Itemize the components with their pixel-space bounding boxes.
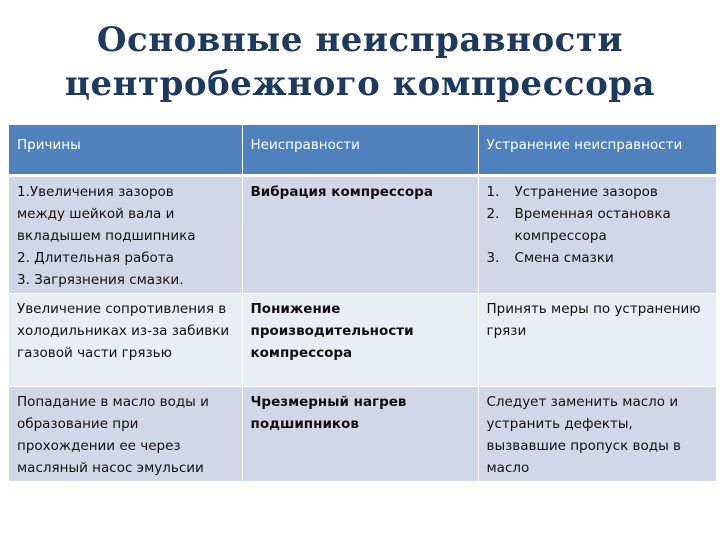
cause-line: между шейкой вала и — [17, 206, 175, 222]
remedy-item-number: 2. — [486, 206, 500, 222]
remedy-list — [487, 181, 708, 269]
cause-line: 2. Длительная работа — [17, 250, 174, 266]
remedy-item-text: Устранение зазоров — [514, 184, 658, 200]
remedy-item-text: Смена смазки — [514, 250, 614, 266]
cause-cell: Попадание в масло воды и образование при прохождении ее через масляный насос эмульсии — [9, 387, 242, 482]
table-header-row — [9, 125, 716, 176]
header-causes: Причины — [9, 125, 242, 176]
remedy-item-text: Временная остановка компрессора — [514, 206, 671, 244]
cause-line: вкладышем подшипника — [17, 228, 196, 244]
remedy-item-number: 3. — [486, 250, 500, 266]
title-line-2: центробежного компрессора — [64, 64, 656, 104]
table-row — [9, 294, 716, 387]
fault-cell: Чрезмерный нагрев подшипников — [242, 387, 478, 482]
remedy-cell — [478, 176, 716, 294]
remedy-item-number: 1. — [486, 184, 500, 200]
table-row — [9, 176, 716, 294]
header-remedy: Устранение неисправности — [478, 125, 716, 176]
title-line-1: Основные неисправности — [96, 20, 624, 60]
cause-cell: Увеличение сопротивления в холодильниках из-за забивки газовой части грязью — [9, 294, 242, 387]
cause-cell — [9, 176, 242, 294]
remedy-cell: Следует заменить масло и устранить дефекты, вызвавшие пропуск воды в масло — [478, 387, 716, 482]
fault-cell: Понижение производительности компрессора — [242, 294, 478, 387]
remedy-item — [487, 247, 708, 269]
cause-line: 1.Увеличения зазоров — [17, 184, 174, 200]
table-row — [9, 387, 716, 482]
slide-title — [0, 18, 720, 106]
remedy-item — [487, 181, 708, 203]
remedy-cell: Принять меры по устранению грязи — [478, 294, 716, 387]
faults-table — [9, 125, 717, 482]
remedy-item — [487, 203, 708, 247]
fault-cell: Вибрация компрессора — [242, 176, 478, 294]
cause-line: 3. Загрязнения смазки. — [17, 272, 184, 288]
header-faults: Неисправности — [242, 125, 478, 176]
